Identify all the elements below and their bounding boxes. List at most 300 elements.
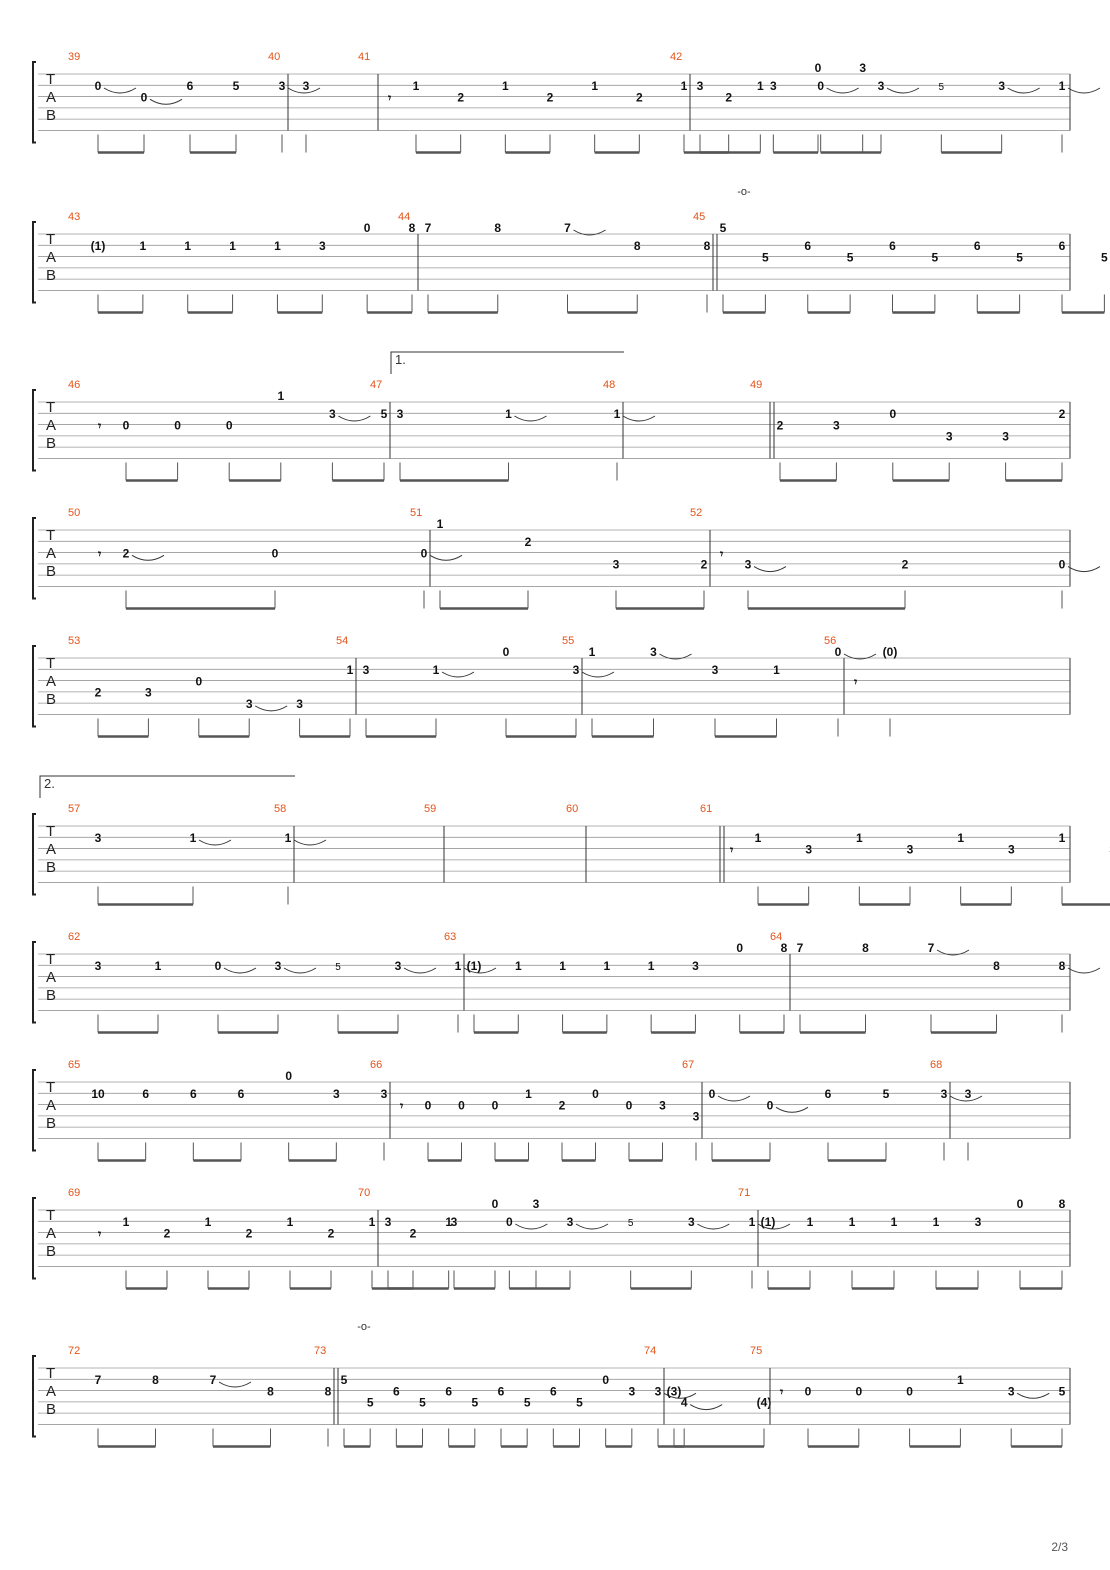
- fret-number: 0: [195, 674, 203, 689]
- fret-number: 2: [327, 1226, 335, 1241]
- tab-clef-letter: A: [46, 89, 57, 106]
- eighth-rest: 𝄾: [720, 547, 724, 561]
- tie-arc: [582, 672, 614, 677]
- fret-number: 3: [769, 79, 777, 93]
- tab-clef-letter: B: [46, 435, 57, 452]
- fret-number: 0: [736, 941, 744, 955]
- fret-number: 3: [1007, 1384, 1015, 1399]
- fret-number: 0: [225, 418, 233, 433]
- fret-number: 3: [362, 663, 370, 677]
- fret-number: 3: [94, 831, 102, 845]
- fret-number: 1: [680, 79, 688, 93]
- fret-number: 1: [204, 1215, 212, 1229]
- measure-number: 40: [268, 51, 281, 63]
- fret-number: 3: [274, 959, 282, 973]
- fret-number: 1: [122, 1215, 130, 1229]
- tie-arc: [404, 968, 436, 973]
- fret-number: 6: [142, 1087, 150, 1101]
- measure-50: [68, 507, 462, 608]
- measure-60: [566, 803, 586, 882]
- measure-number: 62: [68, 931, 81, 943]
- tie-arc: [150, 99, 182, 104]
- fret-number: 0: [906, 1384, 913, 1399]
- measure-number: 64: [770, 931, 783, 943]
- fret-number: 2: [524, 535, 532, 549]
- fret-number: 5: [1016, 250, 1023, 265]
- tab-clef-letter: A: [46, 545, 57, 562]
- fret-number: 8: [1058, 959, 1066, 973]
- fret-number: 1: [559, 959, 566, 973]
- fret-number: 0: [502, 645, 510, 659]
- fret-number: 8: [324, 1384, 332, 1399]
- fret-number: 0: [855, 1384, 863, 1399]
- fret-number: 6: [549, 1384, 557, 1399]
- system-8: [33, 1059, 1070, 1160]
- fret-number: 5: [762, 250, 769, 265]
- measure-number: 49: [750, 379, 763, 391]
- fret-number: (1): [466, 959, 482, 973]
- tie-arc: [515, 1224, 547, 1229]
- tie-arc: [1068, 88, 1100, 93]
- tab-clef-letter: T: [46, 1079, 56, 1096]
- measure-49: [750, 379, 1066, 480]
- system-brace: [33, 646, 36, 726]
- eighth-rest: 𝄾: [400, 1099, 404, 1113]
- measure-number: 43: [68, 211, 81, 223]
- measure-number: 65: [68, 1059, 81, 1071]
- tab-clef-letter: A: [46, 1225, 57, 1242]
- fret-number: 1: [848, 1215, 856, 1229]
- fret-number: 0: [458, 1098, 465, 1113]
- tab-clef-letter: B: [46, 267, 57, 284]
- measure-number: 44: [398, 211, 411, 223]
- measure-67: [682, 1059, 982, 1160]
- measure-number: 60: [566, 803, 579, 815]
- tie-arc: [515, 416, 547, 421]
- fret-number: 8: [1058, 1197, 1066, 1211]
- fret-number: 3: [318, 239, 326, 253]
- fret-number: 3: [329, 407, 336, 421]
- fret-number: 0: [271, 546, 279, 561]
- fret-number: 0: [214, 959, 222, 973]
- measure-number: 68: [930, 1059, 943, 1071]
- fret-number: 8: [408, 221, 416, 235]
- fret-number: 0: [505, 1215, 513, 1229]
- fret-number: 5: [366, 1395, 374, 1410]
- measure-number: 56: [824, 635, 837, 647]
- fret-number: 6: [186, 79, 194, 93]
- fret-number: 1: [412, 79, 420, 93]
- measure-66: [370, 1059, 700, 1160]
- fret-number: 3: [145, 685, 152, 700]
- tab-clef-letter: B: [46, 1115, 57, 1132]
- measure-number: 69: [68, 1187, 81, 1199]
- measure-number: 75: [750, 1345, 763, 1357]
- eighth-rest: 𝄾: [780, 1385, 784, 1399]
- measure-number: 58: [274, 803, 287, 815]
- volta-label: 1.: [395, 352, 406, 367]
- fret-number: 8: [993, 959, 1000, 973]
- fret-number: 0: [804, 1384, 812, 1399]
- fret-number: 0: [766, 1098, 774, 1113]
- tab-clef-letter: T: [46, 1207, 56, 1224]
- measure-70: [358, 1187, 790, 1288]
- fret-number: 6: [1058, 239, 1066, 253]
- fret-number: 0: [834, 645, 842, 659]
- fret-number: 3: [650, 645, 657, 659]
- tie-arc: [294, 840, 326, 845]
- fret-number: 3: [396, 407, 404, 421]
- fret-number: 3: [711, 663, 719, 677]
- measure-44: [398, 211, 711, 312]
- fret-number: 0: [625, 1098, 633, 1113]
- fret-number: 3: [612, 557, 620, 572]
- fret-number: 3: [945, 429, 953, 444]
- fret-number: 2: [1058, 407, 1066, 421]
- system-10: [33, 1345, 1070, 1446]
- measure-number: 66: [370, 1059, 383, 1071]
- measure-number: 59: [424, 803, 437, 815]
- fret-number: 3: [659, 1098, 666, 1113]
- tab-clef-letter: A: [46, 1383, 57, 1400]
- measure-54: [336, 635, 614, 736]
- fret-number: 1: [588, 645, 596, 659]
- system-brace: [33, 1070, 36, 1150]
- tab-clef-letter: B: [46, 563, 57, 580]
- fret-number: 2: [558, 1098, 566, 1113]
- fret-number: 3: [94, 959, 102, 973]
- fret-number: 5: [576, 1395, 583, 1410]
- fret-number: 1: [754, 831, 762, 845]
- tie-arc: [623, 416, 655, 421]
- fret-number: 8: [862, 941, 869, 955]
- system-brace: [33, 942, 36, 1022]
- fret-number: 0: [602, 1373, 610, 1387]
- fret-number: 5: [232, 79, 240, 93]
- fret-number: 3: [692, 1109, 700, 1124]
- system-brace: [33, 390, 36, 470]
- fret-number: 3: [906, 842, 914, 857]
- measure-47: [370, 379, 655, 480]
- system-brace: [33, 518, 36, 598]
- eighth-rest: 𝄾: [388, 91, 392, 105]
- fret-number: 1: [286, 1215, 294, 1229]
- measure-75: [750, 1345, 1066, 1446]
- tab-clef-letter: B: [46, 1243, 57, 1260]
- tie-arc: [338, 416, 370, 421]
- measure-53: [68, 635, 354, 736]
- fret-number: 7: [94, 1373, 102, 1387]
- fret-number: 1: [773, 663, 780, 677]
- tie-arc: [219, 1382, 251, 1387]
- tab-clef-letter: A: [46, 841, 57, 858]
- fret-number: 1: [748, 1215, 756, 1229]
- system-1: [33, 51, 1100, 152]
- measure-42: [670, 51, 1100, 152]
- fret-number: 2: [546, 90, 554, 105]
- fret-number: 0: [363, 221, 371, 235]
- fret-number: 3: [1007, 842, 1015, 857]
- fret-number: 0: [140, 90, 148, 105]
- measure-39: [68, 51, 320, 152]
- measure-number: 72: [68, 1345, 81, 1357]
- fret-number: 3: [296, 696, 303, 711]
- fret-number: 5: [419, 1395, 426, 1410]
- fret-number: 3: [450, 1215, 458, 1229]
- fret-number: 3: [278, 79, 286, 93]
- fret-number: 3: [974, 1215, 982, 1229]
- volta-label: 2.: [44, 776, 55, 791]
- measure-51: [410, 507, 708, 608]
- tab-clef-letter: T: [46, 231, 56, 248]
- fret-number: 0: [1058, 557, 1066, 572]
- system-4: [33, 507, 1100, 608]
- tie-arc: [754, 567, 786, 572]
- fret-number: 1: [189, 831, 197, 845]
- measure-number: 63: [444, 931, 457, 943]
- measure-57: [68, 803, 326, 904]
- measure-number: 53: [68, 635, 81, 647]
- measure-number: 51: [410, 507, 423, 519]
- fret-number: 3: [940, 1087, 948, 1101]
- fret-number: 5: [938, 82, 945, 93]
- system-brace: [33, 814, 36, 894]
- fret-number: 3: [628, 1384, 636, 1399]
- fret-number: 8: [633, 239, 641, 253]
- fret-number: 10: [91, 1087, 105, 1101]
- fret-number: 0: [817, 79, 825, 93]
- tab-clef-letter: T: [46, 399, 56, 416]
- fret-number: 1: [613, 407, 621, 421]
- fret-number: 0: [122, 418, 130, 433]
- fret-number: 6: [889, 239, 896, 253]
- measure-number: 74: [644, 1345, 657, 1357]
- fret-number: 7: [209, 1373, 217, 1387]
- measure-number: 47: [370, 379, 383, 391]
- fret-number: 5: [931, 250, 939, 265]
- fret-number: 3: [998, 79, 1006, 93]
- measure-number: 71: [738, 1187, 751, 1199]
- fret-number: 3: [696, 79, 704, 93]
- tab-clef-letter: A: [46, 673, 57, 690]
- fret-number: 0: [424, 1098, 432, 1113]
- fret-number: 5: [340, 1373, 348, 1387]
- tab-clef-letter: A: [46, 249, 57, 266]
- fret-number: 1: [591, 79, 599, 93]
- tab-clef-letter: B: [46, 107, 57, 124]
- measure-41: [358, 51, 866, 152]
- measure-40: [268, 51, 310, 152]
- fret-number: 3: [245, 696, 253, 711]
- fret-number: 1: [284, 831, 292, 845]
- fret-number: 1: [274, 239, 281, 253]
- fret-number: 8: [152, 1373, 159, 1387]
- fret-number: 3: [566, 1215, 574, 1229]
- system-6: [33, 803, 1110, 904]
- eighth-rest: 𝄾: [730, 843, 734, 857]
- fret-number: 2: [94, 685, 102, 700]
- fret-number: 6: [824, 1087, 832, 1101]
- fret-number: 3: [744, 557, 752, 572]
- fret-number: 1: [368, 1215, 376, 1229]
- measure-68: [930, 1059, 972, 1160]
- fret-number: 2: [122, 546, 130, 561]
- fret-number: 1: [277, 389, 285, 403]
- fret-number: 3: [692, 959, 699, 973]
- fret-number: 5: [335, 962, 341, 973]
- fret-number: 0: [491, 1098, 499, 1113]
- fret-number: 8: [780, 941, 788, 955]
- fret-number: 3: [877, 79, 885, 93]
- fret-number: (3): [666, 1384, 682, 1399]
- fret-number: 1: [525, 1087, 532, 1101]
- measure-63: [444, 931, 788, 1032]
- fret-number: 8: [267, 1384, 274, 1399]
- fret-number: 2: [163, 1226, 171, 1241]
- measure-number: 67: [682, 1059, 695, 1071]
- system-9: [33, 1187, 1070, 1288]
- fret-number: 5: [471, 1395, 479, 1410]
- fret-number: 3: [833, 418, 840, 433]
- fret-number: 1: [184, 239, 192, 253]
- fret-number: 2: [776, 418, 784, 433]
- fret-number: 3: [384, 1215, 392, 1229]
- fret-number: 0: [708, 1087, 716, 1101]
- system-2: [33, 211, 1110, 312]
- fret-number: 1: [647, 959, 655, 973]
- fret-number: 0: [94, 79, 102, 93]
- fret-number: (1): [90, 239, 106, 253]
- fret-number: 3: [654, 1384, 662, 1399]
- tab-clef-letter: T: [46, 1365, 56, 1382]
- measure-52: [690, 507, 1100, 608]
- fret-number: 0: [491, 1197, 499, 1211]
- tab-clef-letter: A: [46, 417, 57, 434]
- fret-number: 5: [523, 1395, 531, 1410]
- fret-number: 2: [457, 90, 465, 105]
- fret-number: 6: [445, 1384, 453, 1399]
- fret-number: 6: [497, 1384, 505, 1399]
- measure-65: [68, 1059, 388, 1160]
- system-5: [33, 635, 1070, 736]
- measure-number: 70: [358, 1187, 371, 1199]
- fret-number: 7: [424, 221, 432, 235]
- fret-number: 1: [957, 1373, 964, 1387]
- tie-arc: [199, 840, 231, 845]
- eighth-rest: 𝄾: [98, 547, 102, 561]
- measure-number: 48: [603, 379, 616, 391]
- fret-number: 3: [572, 663, 580, 677]
- fret-number: 3: [332, 1087, 340, 1101]
- measure-number: 57: [68, 803, 81, 815]
- tie-arc: [132, 555, 164, 560]
- fret-number: 0: [174, 418, 181, 433]
- fret-number: 1: [855, 831, 863, 845]
- fret-number: 3: [859, 61, 867, 75]
- measure-number: 41: [358, 51, 371, 63]
- tie-arc: [1068, 567, 1100, 572]
- fret-number: 0: [592, 1087, 599, 1101]
- fret-number: 5: [1058, 1384, 1066, 1399]
- fret-number: 1: [501, 79, 509, 93]
- tab-clef-letter: A: [46, 1097, 57, 1114]
- fret-number: 5: [1101, 250, 1108, 265]
- system-brace: [33, 1198, 36, 1278]
- measure-number: 45: [693, 211, 706, 223]
- fret-number: 5: [882, 1087, 890, 1101]
- fret-number: 5: [846, 250, 854, 265]
- fret-number: 1: [154, 959, 162, 973]
- tie-arc: [224, 968, 256, 973]
- tab-clef-letter: B: [46, 1401, 57, 1418]
- fret-number: (0): [882, 645, 898, 659]
- fret-number: 8: [494, 221, 502, 235]
- harmonic-marker: -o-: [357, 1321, 371, 1333]
- fret-number: 5: [627, 1218, 634, 1229]
- system-brace: [33, 1356, 36, 1436]
- measure-59: [424, 803, 444, 882]
- system-brace: [33, 222, 36, 302]
- measure-73: [314, 1345, 722, 1446]
- measure-64: [770, 931, 1100, 1032]
- fret-number: 7: [796, 941, 804, 955]
- measure-61: [700, 803, 1110, 904]
- fret-number: 1: [1058, 831, 1066, 845]
- fret-number: 1: [890, 1215, 898, 1229]
- measure-number: 46: [68, 379, 81, 391]
- fret-number: 2: [635, 90, 643, 105]
- fret-number: 3: [687, 1215, 695, 1229]
- fret-number: 1: [454, 959, 462, 973]
- system-brace: [33, 62, 36, 142]
- eighth-rest: 𝄾: [98, 1227, 102, 1241]
- fret-number: 1: [445, 1215, 453, 1229]
- eighth-rest: 𝄾: [854, 675, 858, 689]
- fret-number: 1: [806, 1215, 814, 1229]
- tie-arc: [430, 555, 462, 560]
- tie-arc: [104, 88, 136, 93]
- measure-74: [644, 1345, 771, 1446]
- tie-arc: [1068, 968, 1100, 973]
- tie-arc: [718, 1096, 750, 1101]
- fret-number: 3: [964, 1087, 972, 1101]
- measure-number: 52: [690, 507, 703, 519]
- fret-number: 0: [889, 407, 897, 421]
- fret-number: 6: [804, 239, 812, 253]
- fret-number: 1: [346, 663, 354, 677]
- tie-arc: [255, 706, 287, 711]
- tie-arc: [576, 1224, 608, 1229]
- measure-number: 42: [670, 51, 683, 63]
- measure-number: 73: [314, 1345, 327, 1357]
- fret-number: 6: [189, 1087, 197, 1101]
- tie-arc: [887, 88, 919, 93]
- measure-55: [562, 635, 876, 736]
- tab-clef-letter: T: [46, 527, 56, 544]
- fret-number: 1: [139, 239, 147, 253]
- tie-arc: [284, 968, 316, 973]
- tab-clef-letter: T: [46, 823, 56, 840]
- system-3: [33, 379, 1070, 480]
- measure-62: [68, 931, 496, 1032]
- measure-43: [68, 211, 416, 312]
- measure-45: [693, 211, 1110, 312]
- measure-69: [68, 1187, 540, 1288]
- tab-clef-letter: A: [46, 969, 57, 986]
- fret-number: 1: [432, 663, 440, 677]
- fret-number: 1: [957, 831, 965, 845]
- fret-number: 4: [680, 1395, 688, 1410]
